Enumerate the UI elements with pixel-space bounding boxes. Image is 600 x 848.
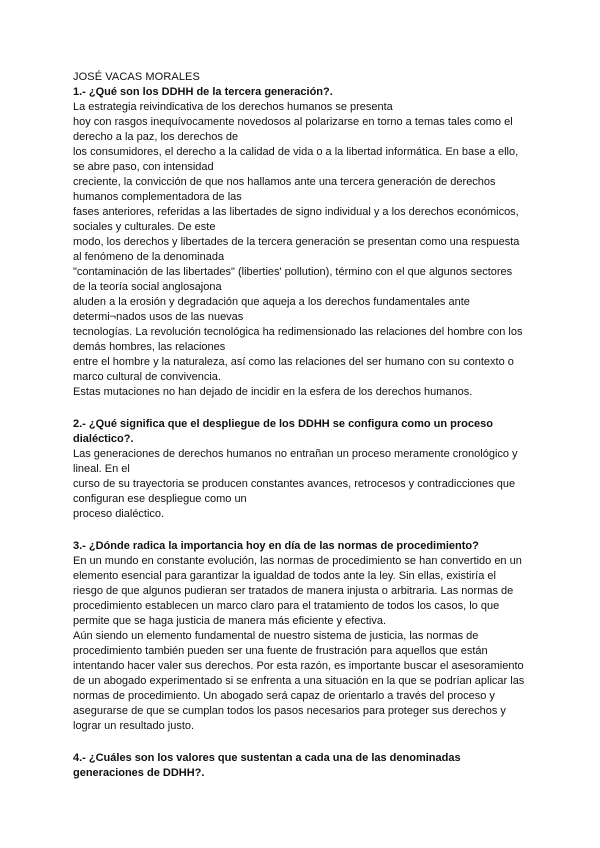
- paragraph-line: los consumidores, el derecho a la calidad de vida o a la libertad informática. En base a ello,: [73, 146, 519, 158]
- paragraph-line: elemento esencial para garantizar la igualdad de todos ante la ley. Sin ellas, existiría el: [73, 570, 496, 582]
- paragraph-line: lograr un resultado justo.: [73, 720, 195, 732]
- paragraph-line: procedimiento también pueden ser una fuente de frustración para aquellos que están: [73, 645, 488, 657]
- paragraph-line: fases anteriores, referidas a las libertades de signo individual y a los derechos económicos,: [73, 206, 519, 218]
- section-4: [73, 751, 527, 781]
- paragraph-line: al fenómeno de la denominada: [73, 251, 225, 263]
- paragraph-line: asegurarse de que se cumplan todos los pasos necesarios para proteger sus derechos y: [73, 705, 506, 717]
- paragraph-line: "contaminación de las libertades" (liberties' pollution), término con el que algunos sectores: [73, 266, 513, 278]
- paragraph-line: entre el hombre y la naturaleza, así como las relaciones del ser humano con su contexto o: [73, 356, 514, 368]
- paragraph-line: configuran ese despliegue como un: [73, 493, 247, 505]
- paragraph-line: riesgo de que algunos pudieran ser tratados de manera injusta o arbitraria. Las normas de: [73, 585, 514, 597]
- section-4-heading-cont: generaciones de DDHH?.: [73, 767, 205, 779]
- paragraph-line: sociales y culturales. De este: [73, 221, 216, 233]
- paragraph-line: aluden a la erosión y degradación que aqueja a los derechos fundamentales ante: [73, 296, 470, 308]
- paragraph-line: se abre paso, con intensidad: [73, 161, 214, 173]
- paragraph-line: proceso dialéctico.: [73, 508, 165, 520]
- paragraph-line: creciente, la convicción de que nos hallamos ante una tercera generación de derechos: [73, 176, 496, 188]
- paragraph-line: La estrategia reivindicativa de los derechos humanos se presenta: [73, 101, 393, 113]
- paragraph-line: Las generaciones de derechos humanos no entrañan un proceso meramente cronológico y: [73, 448, 518, 460]
- section-2: [73, 417, 527, 522]
- paragraph-line: normas de procedimiento. Un abogado será capaz de orientarlo a través del proceso y: [73, 690, 495, 702]
- section-2-heading-cont: dialéctico?.: [73, 433, 134, 445]
- paragraph-line: permite que se haga justicia de manera más eficiente y efectiva.: [73, 615, 387, 627]
- paragraph-line: humanos complementadora de las: [73, 191, 242, 203]
- paragraph-line: Aún siendo un elemento fundamental de nuestro sistema de justicia, las normas de: [73, 630, 479, 642]
- paragraph-line: demás hombres, las relaciones: [73, 341, 226, 353]
- paragraph-line: procedimiento establecen un marco claro para el tratamiento de todos los casos, lo que: [73, 600, 500, 612]
- paragraph-line: marco cultural de convivencia.: [73, 371, 221, 383]
- paragraph-line: intentando hacer valer sus derechos. Por esta razón, es importante buscar el asesoramiento: [73, 660, 524, 672]
- paragraph-line: modo, los derechos y libertades de la tercera generación se presentan como una respuesta: [73, 236, 520, 248]
- paragraph-line: lineal. En el: [73, 463, 130, 475]
- paragraph-line: curso de su trayectoria se producen constantes avances, retrocesos y contradicciones que: [73, 478, 516, 490]
- paragraph-line: hoy con rasgos inequívocamente novedosos al polarizarse en torno a temas tales como el: [73, 116, 513, 128]
- section-2-heading: 2.- ¿Qué significa que el despliegue de los DDHH se configura como un proceso: [73, 418, 493, 430]
- paragraph-line: Estas mutaciones no han dejado de incidir en la esfera de los derechos humanos.: [73, 386, 473, 398]
- section-3-heading: 3.- ¿Dónde radica la importancia hoy en día de las normas de procedimiento?: [73, 540, 479, 552]
- section-3: [73, 539, 527, 734]
- paragraph-line: determi¬nados usos de las nuevas: [73, 311, 244, 323]
- author-name: JOSÉ VACAS MORALES: [73, 71, 200, 83]
- paragraph-line: En un mundo en constante evolución, las normas de procedimiento se han convertido en un: [73, 555, 522, 567]
- paragraph-line: derecho a la paz, los derechos de: [73, 131, 239, 143]
- paragraph-line: de la teoría social anglosajona: [73, 281, 222, 293]
- section-1: [73, 85, 527, 400]
- paragraph-line: de un abogado experimentado si se enfrenta a una situación en la que se podrían aplicar las: [73, 675, 525, 687]
- section-4-heading: 4.- ¿Cuáles son los valores que sustentan a cada una de las denominadas: [73, 752, 461, 764]
- section-1-heading: 1.- ¿Qué son los DDHH de la tercera generación?.: [73, 86, 333, 98]
- paragraph-line: tecnologías. La revolución tecnológica ha redimensionado las relaciones del hombre con los: [73, 326, 523, 338]
